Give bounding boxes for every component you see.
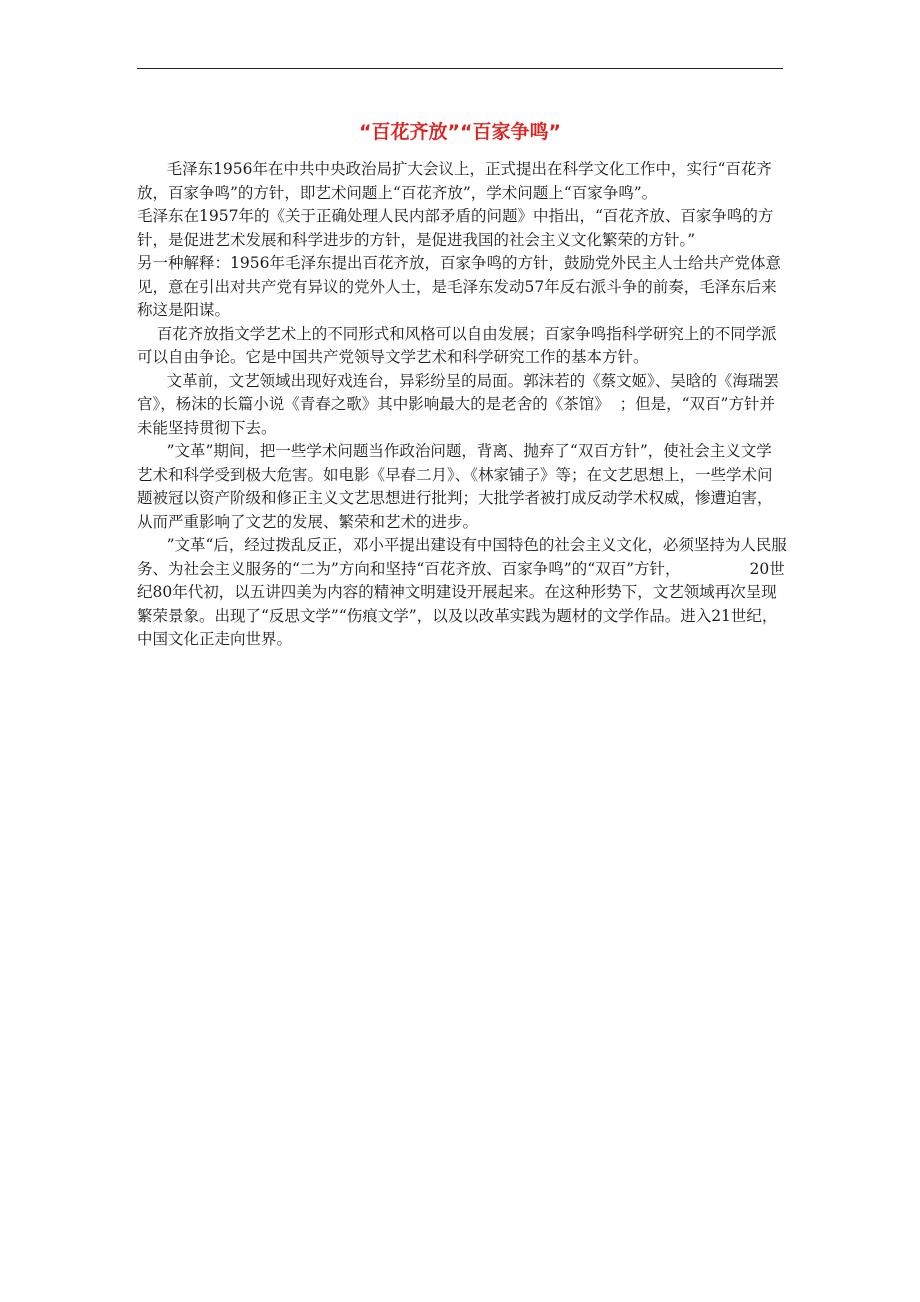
page-title: “百花齐放”“百家争鸣”: [359, 121, 561, 143]
paragraph-5: 文革前，文艺领域出现好戏连台，异彩纷呈的局面。郭沫若的《蔡文姬》、吴晗的《海瑞罢官》，杨沫的长篇小说《青春之歌》其中影响最大的是老舍的《茶馆》 ；但是，“双百”方针并未能坚持贯彻下去。: [137, 371, 779, 437]
header-rule: [137, 68, 783, 69]
paragraph-7: ”文革“后，经过拨乱反正，邓小平提出建设有中国特色的社会主义文化，必须坚持为人民服务、为社会主义服务的“二为”方向和坚持“百花齐放、百家争鸣”的“双百”方针， 20世纪80年代初，以五讲四美为内容的精神文明建设开展起来。在这种形势下，文艺领域再次呈现繁荣景象。出现了“反思文学”“伤痕文学”，以及以改革实践为题材的文学作品。进入21世纪，中国文化正走向世界。: [137, 536, 787, 648]
paragraph-6: ”文革”期间，把一些学术问题当作政治问题，背离、抛弃了“双百方针”，使社会主义文学艺术和科学受到极大危害。如电影《早春二月》、《林家铺子》等；在文艺思想上，一些学术问题被冠以资产阶级和修正主义文艺思想进行批判；大批学者被打成反动学术权威，惨遭迫害，从而严重影响了文艺的发展、繁荣和艺术的进步。: [137, 442, 773, 531]
paragraph-3: 另一种解释：1956年毛泽东提出百花齐放，百家争鸣的方针，鼓励党外民主人士给共产党体意见，意在引出对共产党有异议的党外人士，是毛泽东发动57年反右派斗争的前奏，毛泽东后来称这是阳谋。: [137, 254, 781, 319]
paragraph-4: 百花齐放指文学艺术上的不同形式和风格可以自由发展；百家争鸣指科学研究上的不同学派可以自由争论。它是中国共产党领导文学艺术和科学研究工作的基本方针。: [137, 324, 777, 366]
document-body: [137, 158, 787, 652]
paragraph-2: 毛泽东在1957年的《关于正确处理人民内部矛盾的问题》中指出，“百花齐放、百家争鸣的方针，是促进艺术发展和科学进步的方针，是促进我国的社会主义文化繁荣的方针。”: [137, 207, 774, 249]
paragraph-1: 毛泽东1956年在中共中央政治局扩大会议上，正式提出在科学文化工作中，实行“百花齐放，百家争鸣”的方针，即艺术问题上“百花齐放”，学术问题上“百家争鸣”。: [137, 160, 772, 202]
